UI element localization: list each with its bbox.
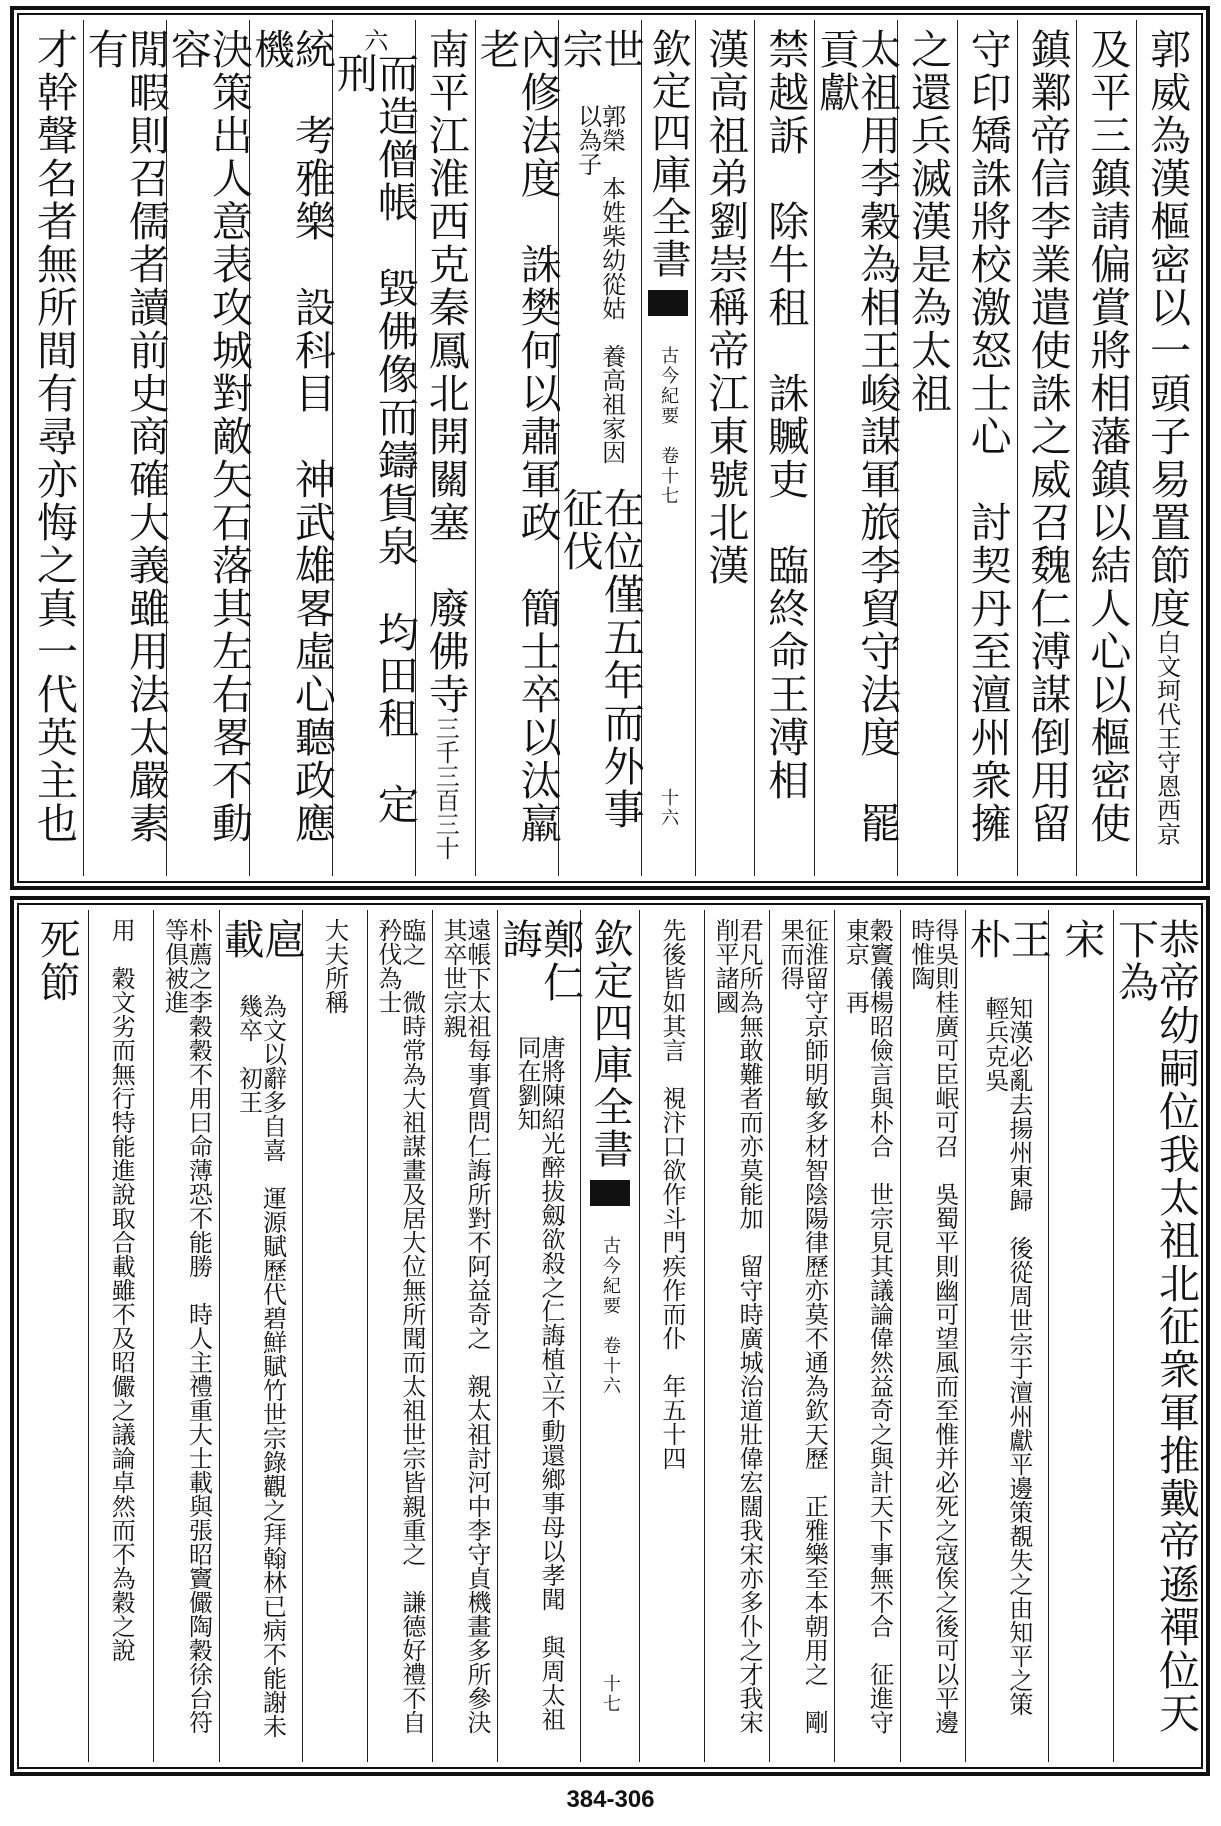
text-column: 漢高祖弟劉崇稱帝江東號北漢 bbox=[695, 20, 755, 876]
text-column: 及平三鎮請偏賞將相藩鎮以結人心以樞密使 bbox=[1076, 20, 1136, 876]
text-column: 得吳則桂廣可臣岷可召 吳蜀平則幽可望風而至惟并必死之寇俟之後可以平邊時惟陶 bbox=[900, 910, 965, 1762]
book-title: 欽定四庫全書 bbox=[587, 918, 633, 1170]
text-column: 用 穀文劣而無行特能進說取合載雖不及昭儼之議論卓然而不為穀之說 bbox=[88, 910, 153, 1762]
text-column: 內修法度 誅樊何以肅軍政 簡士卒以汰羸老 bbox=[475, 20, 558, 876]
text-column: 守印矯誅將校激怒士心 討契丹至澶州衆擁 bbox=[957, 20, 1017, 876]
source-label: 古今紀要 卷十六 bbox=[600, 1236, 621, 1396]
book-title: 欽定四庫全書 bbox=[645, 28, 692, 280]
text-column: 死節 bbox=[32, 918, 81, 1004]
text-column: 朴薦之李穀穀不用曰命薄恐不能勝 時人主禮重大士載與張昭竇儼陶穀徐台符等俱被進 bbox=[153, 910, 218, 1762]
source-label: 古今紀要 卷十七 bbox=[658, 346, 680, 506]
text-column: 禁越訴 除牛租 誅贓吏 臨終命王溥相 bbox=[754, 20, 814, 876]
text-column: 六 而造僧帳 毀佛像而鑄貨泉 均田租 定刑 bbox=[332, 20, 415, 876]
text-column: 穀竇儀楊昭儉言與朴合 世宗見其議論偉然益奇之與計天下事無不合 征進守東京 再 bbox=[834, 910, 899, 1762]
text-column: 征淮留守京師明敏多材智陰陽律歷亦莫不通為欽天歷 正雅樂至本朝用之 剛果而得 bbox=[769, 910, 834, 1762]
text-column: 鄭仁誨 唐將陳紹光醉拔劔欲殺之仁誨植立不動還鄉事母以孝聞 與周太祖同在劉知 bbox=[497, 910, 580, 1762]
text-column: 恭帝幼嗣位我太祖北征衆軍推戴帝遜禪位天下為 bbox=[1113, 910, 1196, 1762]
text-column: 太祖用李穀為相王峻謀軍旅李貿守法度 罷貢獻 bbox=[814, 20, 897, 876]
text-column: 南平江淮西克秦鳳北開關塞 廢佛寺 三千三百三十 bbox=[415, 20, 475, 876]
text-column: 之還兵滅漢是為太祖 bbox=[897, 20, 957, 876]
fishtail-mark bbox=[648, 290, 688, 316]
text-column: 君凡所為無敢難者而亦莫能加 留守時廣城治道壯偉宏闊我宋亦多仆之才我宋削平諸國 bbox=[704, 910, 769, 1762]
text-column: 世宗 郭榮 本姓柴幼從姑 養高祖家因以為子 在位僅五年而外事征伐 bbox=[558, 20, 641, 876]
text-column: 才幹聲名者無所間有尋亦悔之真一代英主也 bbox=[29, 28, 78, 845]
text-column: 先後皆如其言 視汴口欲作斗門疾作而仆 年五十四 bbox=[639, 910, 704, 1762]
lower-columns bbox=[24, 910, 1200, 1762]
upper-page bbox=[10, 6, 1210, 890]
fishtail-mark bbox=[590, 1180, 630, 1206]
folio-number: 十六 bbox=[658, 788, 680, 828]
text-column: 大夫所稱 bbox=[302, 910, 367, 1762]
page-code: 384-306 bbox=[566, 1786, 655, 1813]
text-column: 宋 bbox=[1048, 910, 1113, 1762]
text-column: 決策出人意表攻城對敵矢石落其左右畧不動容 bbox=[166, 20, 249, 876]
text-column: 統 考雅樂 設科目 神武雄畧虛心聽政應機 bbox=[249, 20, 332, 876]
text-column: 遠帳下太祖每事質問仁誨所對不阿益奇之 親太祖討河中李守貞機畫多所參決其卒世宗親 bbox=[432, 910, 497, 1762]
text-column: 王朴 知漢必亂去揚州東歸 後從周世宗于澶州獻平邊策覩失之由知平之策 輕兵克吳 bbox=[965, 910, 1048, 1762]
lower-page bbox=[10, 896, 1210, 1776]
upper-columns bbox=[24, 20, 1196, 876]
text-column: 鎮鄴帝信李業遣使誅之威召魏仁溥謀倒用留 bbox=[1017, 20, 1077, 876]
text-column: 閒暇則召儒者讀前史商確大義雖用法太嚴素有 bbox=[83, 20, 166, 876]
text-column: 扈載 為文以辭多自喜 運源賦歷代碧鮮賦竹世宗錄觀之拜翰林已病不能謝未幾卒 初王 bbox=[219, 910, 302, 1762]
center-fold-column bbox=[580, 910, 639, 1762]
center-fold-column bbox=[641, 20, 695, 876]
text-column: 郭威為漢樞密以一頭子易置節度 白文珂代王守恩西京 bbox=[1136, 20, 1196, 876]
text-column: 臨之 微時常為大祖謀畫及居大位無所聞而太祖世宗皆親重之 謙德好禮不自矜伐為士 bbox=[367, 910, 432, 1762]
folio-number: 十七 bbox=[600, 1674, 621, 1714]
